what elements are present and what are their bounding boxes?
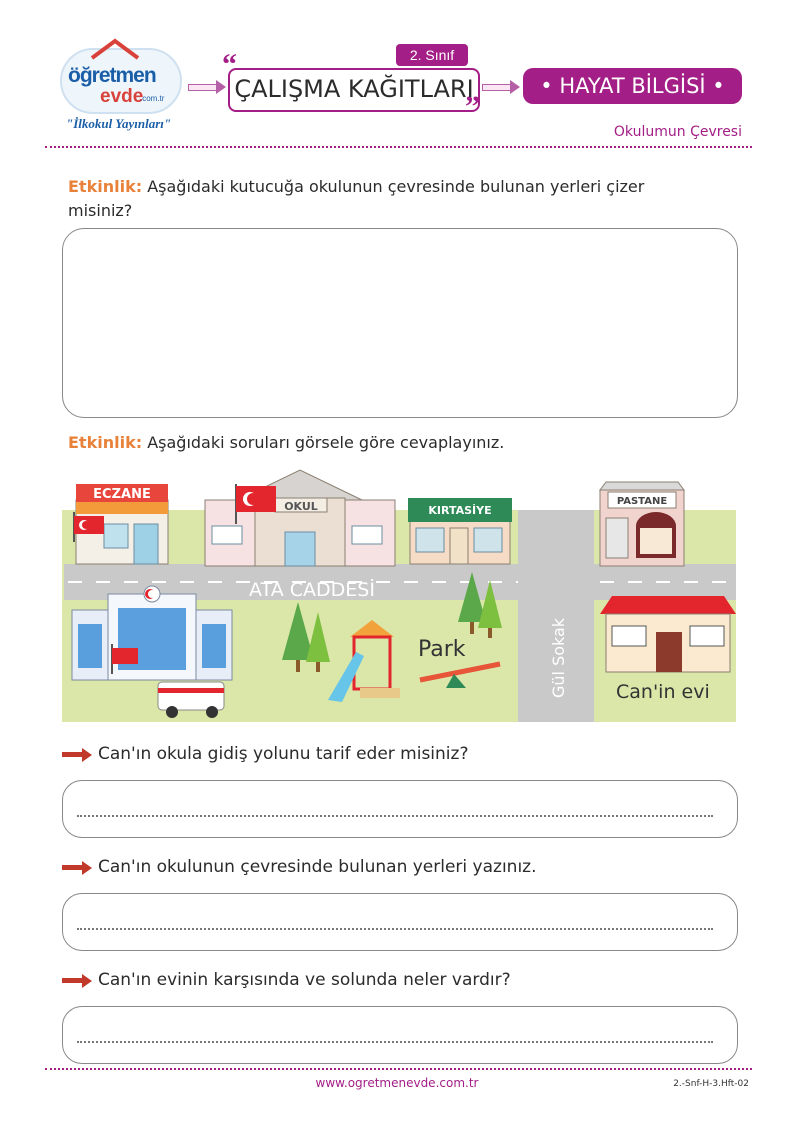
activity-text: Aşağıdaki kutucuğa okulunun çevresinde bulunan yerleri çizer misiniz? [68,177,645,220]
question-2 [62,857,537,877]
red-arrow-icon [62,749,94,759]
pharmacy-sign: ECZANE [93,487,151,502]
open-quote-icon: “ [222,48,237,81]
question-1 [62,744,468,764]
activity-text: Aşağıdaki soruları görsele göre cevaplayınız. [142,433,505,452]
question-text: Can'ın okula gidiş yolunu tarif eder misiniz? [98,744,469,764]
footer-code: 2.-Snf-H-3.Hft-02 [673,1079,749,1089]
activity-1-instruction [68,175,708,223]
subject-badge: • HAYAT BİLGİSİ • [523,68,742,104]
drawing-area[interactable] [62,228,738,418]
house-roof-icon [90,38,140,60]
header-arrow-left [188,81,228,93]
answer-dotted-line [77,815,713,817]
bakery-building [600,482,684,566]
answer-box-3[interactable] [62,1006,738,1064]
street-label: ATA CADDESİ [249,579,375,601]
publisher-logo [60,40,195,130]
question-text: Can'ın okulunun çevresinde bulunan yerleri yazınız. [98,857,537,877]
logo-word-ogretmen: öğretmen [68,64,156,87]
answer-box-2[interactable] [62,893,738,951]
close-quote-icon: ” [465,90,480,123]
park-label: Park [418,637,466,662]
bakery-sign: PASTANE [616,496,668,507]
page-title: ÇALIŞMA KAĞITLARI [234,75,474,103]
home-label: Can'in evi [616,681,710,703]
header-divider [45,146,752,148]
question-3 [62,970,511,990]
logo-domain: .com.tr [140,94,165,103]
footer-divider [45,1068,752,1070]
stationery-sign: KIRTASİYE [428,504,492,517]
red-arrow-icon [62,975,94,985]
activity-label: Etkinlik: [68,433,143,452]
logo-tagline: "İlkokul Yayınları" [66,116,172,131]
question-text: Can'ın evinin karşısında ve solunda neler vardır? [98,970,511,990]
stationery-building [408,498,512,564]
header-arrow-right [482,81,522,93]
activity-label: Etkinlik: [68,177,143,196]
topic-title: Okulumun Çevresi [613,124,742,140]
footer-url[interactable]: www.ogretmenevde.com.tr [315,1076,479,1090]
logo-word-evde: evde [100,86,144,107]
answer-dotted-line [77,1041,713,1043]
school-sign: OKUL [284,500,318,513]
red-arrow-icon [62,862,94,872]
activity-2-instruction [68,431,708,455]
answer-box-1[interactable] [62,780,738,838]
lane-label: Gül Sokak [549,617,568,698]
neighborhood-map [60,462,738,724]
answer-dotted-line [77,928,713,930]
grade-tag: 2. Sınıf [396,44,468,66]
school-building [205,470,395,566]
home-building [600,596,736,672]
